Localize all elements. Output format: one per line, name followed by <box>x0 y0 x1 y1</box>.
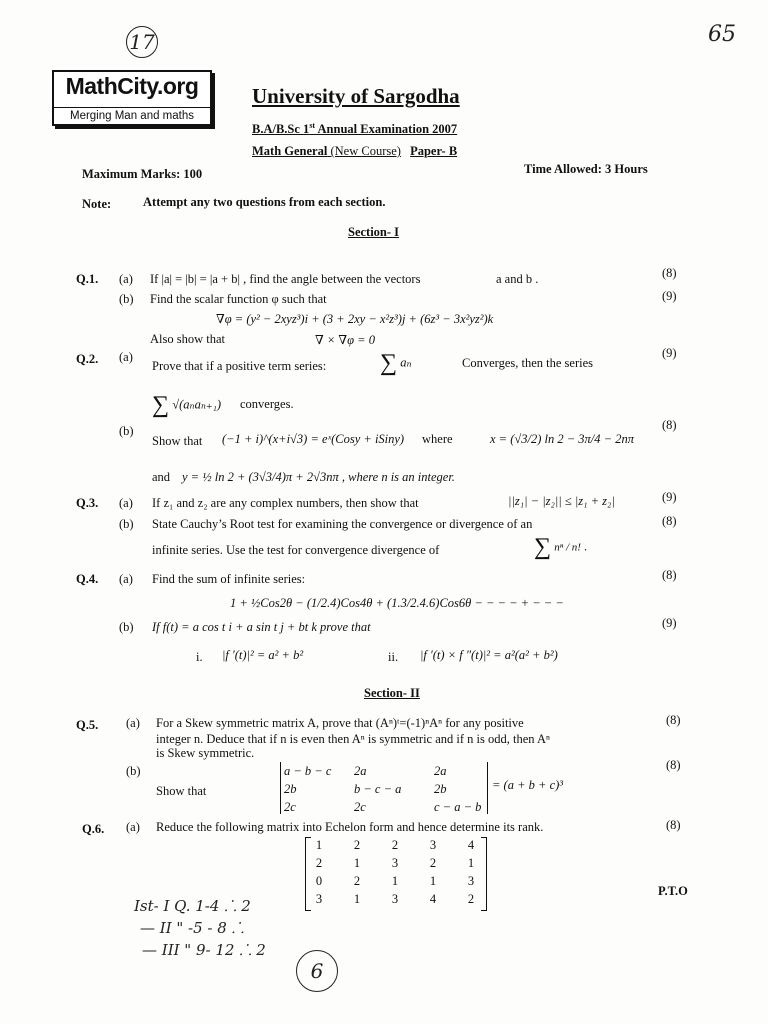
university-title: University of Sargodha <box>252 84 460 108</box>
q4b-text: If f(t) = a cos t i + a sin t j + bt k prove that <box>152 620 371 634</box>
q5a-label: (a) <box>126 716 140 730</box>
section-2-title: Section- II <box>364 686 420 700</box>
q2a-text-3: converges. <box>240 397 294 411</box>
mathcity-logo <box>52 70 212 126</box>
q4a-formula: 1 + ½Cos2θ − (1/2.4)Cos4θ + (1.3/2.4.6)Cos6θ − − − − + − − − <box>230 596 564 610</box>
q3a-text: If z₁ and z₂ are any complex numbers, then show that <box>152 496 419 510</box>
q5b-det-bar-right <box>487 762 488 814</box>
note-label: Note: <box>82 197 112 211</box>
q6a-matrix-cell: 2 <box>353 874 361 888</box>
section-1-title: Section- I <box>348 225 400 239</box>
q2b-formula-1: (−1 + i)^(x+i√3) = eˣ(Cosy + iSiny) <box>222 432 405 446</box>
pto-label: P.T.O <box>658 884 688 898</box>
q3b-label: (b) <box>119 517 134 531</box>
q1b-also: Also show that <box>150 332 225 346</box>
q4b-i-formula: |f ′(t)|² = a² + b² <box>222 648 304 662</box>
q4b-ii: ii. <box>388 650 399 664</box>
q2b-label: (b) <box>119 424 134 438</box>
q6a-matrix-cell: 1 <box>467 856 475 870</box>
q2b-formula-3: y = ½ ln 2 + (3√3/4)π + 2√3nπ , where n is an integer. <box>182 470 455 484</box>
q5b-det-r2c0: 2c <box>284 800 296 814</box>
q6a-matrix-cell: 1 <box>391 874 399 888</box>
q5b-text: Show that <box>156 784 207 798</box>
q5b-det-r0c0: a − b − c <box>284 764 332 778</box>
q5a-text-2: integer n. Deduce that if n is even then Aⁿ is symmetric and if n is odd, then Aⁿ <box>156 732 550 746</box>
q6a-matrix-cell: 2 <box>391 838 399 852</box>
q4b-label: (b) <box>119 620 134 634</box>
q1a-marks: (8) <box>662 266 677 280</box>
q6a-matrix-cell: 2 <box>467 892 475 906</box>
q5b-label: (b) <box>126 764 141 778</box>
q3-label: Q.3. <box>76 496 99 510</box>
q6a-matrix-cell: 3 <box>391 892 399 906</box>
q6a-matrix-cell: 0 <box>315 874 323 888</box>
q3a-label: (a) <box>119 496 133 510</box>
q2b-where: where <box>422 432 453 446</box>
logo-tagline: Merging Man and maths <box>54 107 210 124</box>
q4a-marks: (8) <box>662 568 677 582</box>
q2a-series-sigma: ∑ aₙ <box>380 350 412 376</box>
q5b-result: = (a + b + c)³ <box>492 778 564 792</box>
logo-name: MathCity.org <box>65 73 199 99</box>
q6a-matrix-cell: 4 <box>429 892 437 906</box>
q1a-text-2: a and b . <box>496 272 539 286</box>
paper-label: Paper- B <box>410 144 458 158</box>
q2a-label: (a) <box>119 350 133 364</box>
bottom-circle-number <box>296 950 338 992</box>
handwritten-note-1: Ist- I Q. 1-4 ⸫ 2 <box>134 897 251 915</box>
q4a-label: (a) <box>119 572 133 586</box>
q6a-matrix-cell: 2 <box>353 838 361 852</box>
q6a-matrix-cell: 2 <box>429 856 437 870</box>
q6a-marks: (8) <box>666 818 681 832</box>
q1b-text: Find the scalar function φ such that <box>150 292 327 306</box>
q2-label: Q.2. <box>76 352 99 366</box>
circled-number: 17 <box>129 30 155 54</box>
course-line <box>252 144 457 159</box>
page-number: 65 <box>708 22 736 47</box>
q6a-text: Reduce the following matrix into Echelon form and hence determine its rank. <box>156 820 544 834</box>
q4b-i: i. <box>196 650 203 664</box>
circled-bottom-number: 6 <box>310 959 324 983</box>
q2a-marks: (9) <box>662 346 677 360</box>
q5b-marks: (8) <box>666 758 681 772</box>
q5a-text-3: is Skew symmetric. <box>156 746 255 760</box>
q2a-text: Prove that if a positive term series: <box>152 359 327 373</box>
q5-label: Q.5. <box>76 718 99 732</box>
q5b-det-r2c2: c − a − b <box>434 800 482 814</box>
q5b-det-r1c0: 2b <box>284 782 297 796</box>
q1b-marks: (9) <box>662 289 677 303</box>
q1b-formula: ∇φ = (y² − 2xyz³)i + (3 + 2xy − x²z³)j + (6z³ − 3x²yz²)k <box>216 312 494 326</box>
page-circle-number <box>126 26 158 58</box>
q5b-det-r2c1: 2c <box>354 800 366 814</box>
handwritten-note-3: — III " 9- 12 ⸫ 2 <box>142 941 266 959</box>
q6a-matrix-bracket-left <box>305 837 311 911</box>
q3a-formula: ||z₁| − |z₂|| ≤ |z₁ + z₂| <box>508 494 615 508</box>
q5a-marks: (8) <box>666 713 681 727</box>
q3b-text-2: infinite series. Use the test for convergence divergence of <box>152 543 440 557</box>
course-note: (New Course) <box>330 144 401 158</box>
handwritten-note-2: — II " -5 - 8 ⸫ <box>140 919 244 937</box>
q6a-label: (a) <box>126 820 140 834</box>
q6a-matrix-cell: 3 <box>429 838 437 852</box>
q2b-and: and <box>152 470 171 484</box>
q6a-matrix-cell: 1 <box>315 838 323 852</box>
max-marks: Maximum Marks: 100 <box>82 167 203 181</box>
q3b-text: State Cauchy’s Root test for examining the convergence or divergence of an <box>152 517 533 531</box>
note-text: Attempt any two questions from each section. <box>143 195 386 209</box>
q5b-det-r0c2: 2a <box>434 764 447 778</box>
q5b-det-r1c2: 2b <box>434 782 447 796</box>
q6a-matrix-cell: 3 <box>315 892 323 906</box>
q2b-formula-2: x = (√3/2) ln 2 − 3π/4 − 2nπ <box>490 432 634 446</box>
q1a-text: If |a| = |b| = |a + b| , find the angle between the vectors <box>150 272 421 286</box>
q2a-series-2: √(aₙaₙ₊₁) <box>172 397 221 412</box>
course-name: Math General <box>252 144 328 158</box>
q6a-matrix-bracket-right <box>481 837 487 911</box>
q2b-text: Show that <box>152 434 203 448</box>
time-allowed: Time Allowed: 3 Hours <box>524 162 648 176</box>
exam-title: B.A/B.Sc 1st Annual Examination 2007 <box>252 121 458 137</box>
q4b-ii-formula: |f ′(t) × f ″(t)|² = a²(a² + b²) <box>420 648 558 662</box>
q6a-matrix-cell: 1 <box>353 892 361 906</box>
q2a-series-2-sigma: ∑ √(aₙaₙ₊₁) <box>152 392 221 418</box>
q4-label: Q.4. <box>76 572 99 586</box>
q3b-series: nⁿ / n! <box>554 541 581 554</box>
q6a-matrix-cell: 3 <box>391 856 399 870</box>
q5b-det-bar-left <box>280 762 281 814</box>
q4b-marks: (9) <box>662 616 677 630</box>
q1b-formula-2: ∇ × ∇φ = 0 <box>315 333 375 347</box>
q3b-marks: (8) <box>662 514 677 528</box>
q2b-marks: (8) <box>662 418 677 432</box>
q3a-marks: (9) <box>662 490 677 504</box>
q4a-text: Find the sum of infinite series: <box>152 572 306 586</box>
q1-label: Q.1. <box>76 272 99 286</box>
q6-label: Q.6. <box>82 822 105 836</box>
q6a-matrix-cell: 1 <box>353 856 361 870</box>
q5b-det-r1c1: b − c − a <box>354 782 402 796</box>
q6a-matrix-cell: 2 <box>315 856 323 870</box>
q2a-text-2: Converges, then the series <box>462 356 593 370</box>
q6a-matrix-cell: 4 <box>467 838 475 852</box>
q6a-matrix-cell: 3 <box>467 874 475 888</box>
q5b-det-r0c1: 2a <box>354 764 367 778</box>
q6a-matrix-cell: 1 <box>429 874 437 888</box>
q5a-text: For a Skew symmetric matrix A, prove that (Aⁿ)ᵗ=(-1)ⁿAⁿ for any positive <box>156 716 524 730</box>
q1a-label: (a) <box>119 272 133 286</box>
q2a-series: aₙ <box>400 355 412 370</box>
q3b-series-sigma: ∑ nⁿ / n! . <box>534 534 588 560</box>
q1b-label: (b) <box>119 292 134 306</box>
